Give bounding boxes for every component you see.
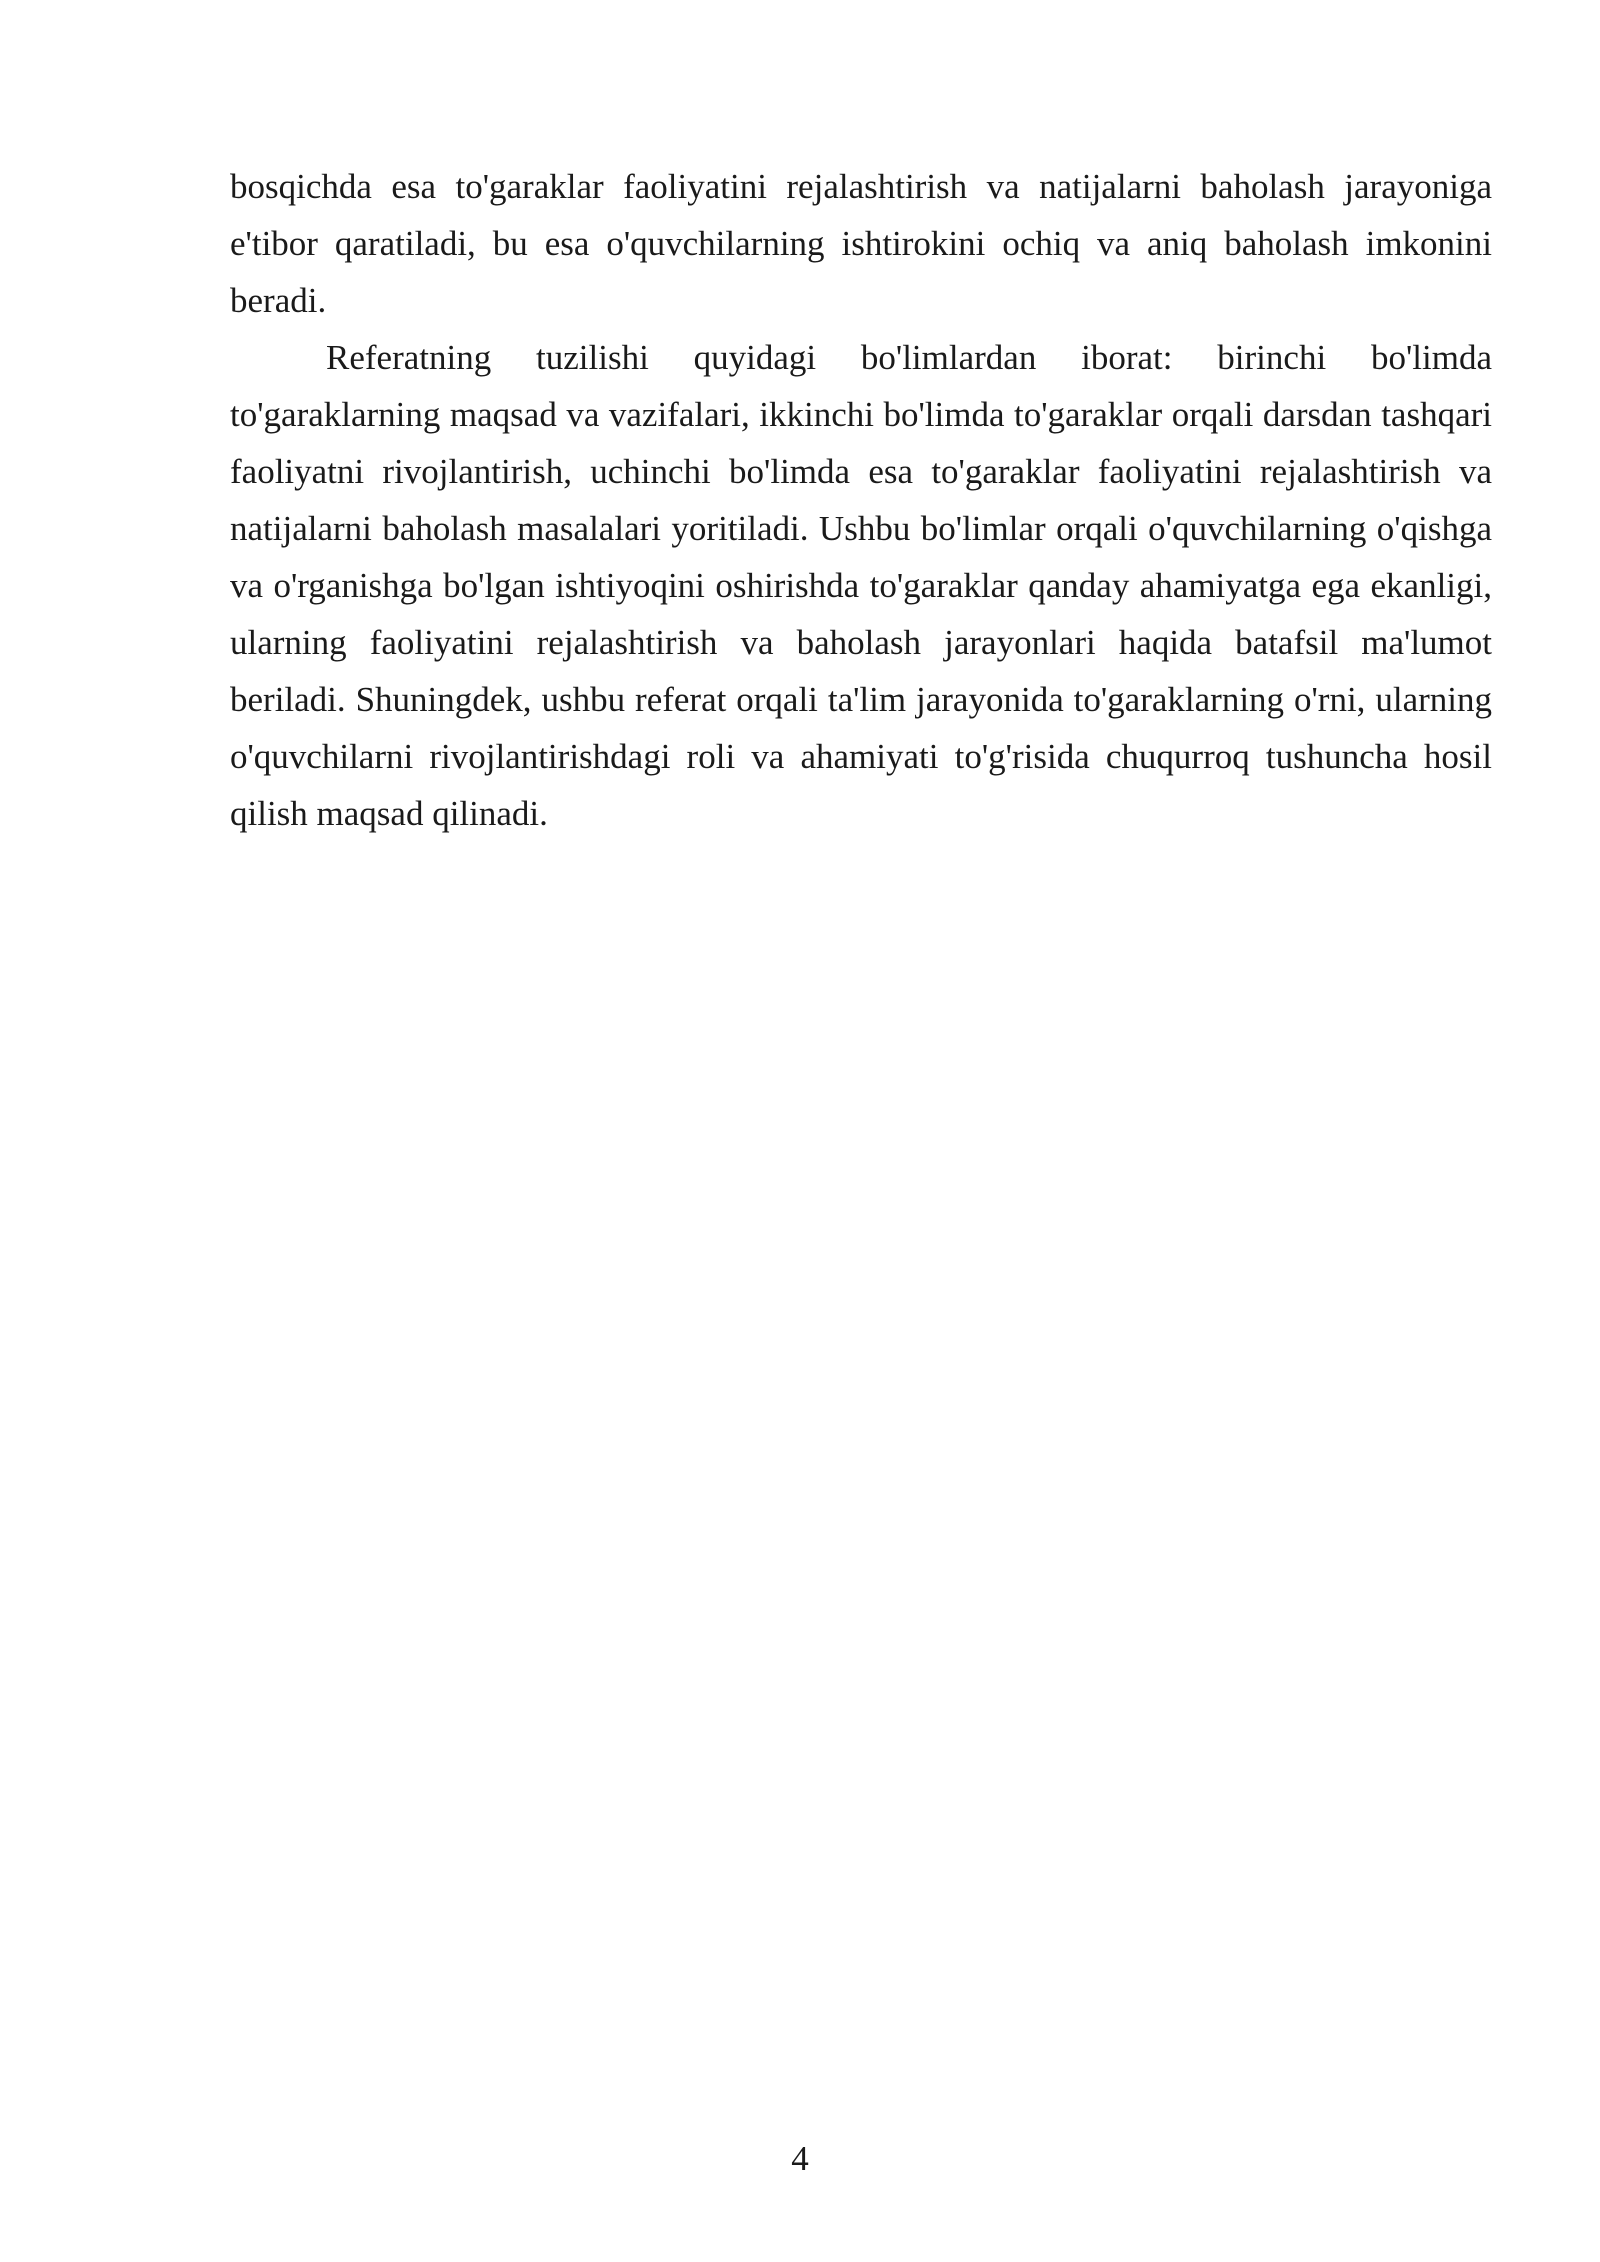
paragraph-continued: bosqichda esa to'garaklar faoliyatini rejalashtirish va natijalarni baholash jarayoniga e'tibor qaratiladi, bu esa o'quvchilarning ishtirokini ochiq va aniq baholash imkonini beradi. [230,167,1492,320]
paragraph-structure: Referatning tuzilishi quyidagi bo'limlardan iborat: birinchi bo'limda to'garaklarning maqsad va vazifalari, ikkinchi bo'limda to'garaklar orqali darsdan tashqari faoliyatni rivojlantirish, uchinchi bo'limda esa to'garaklar faoliyatini rejalashtirish va natijalarni baholash masalalari yoritiladi. Ushbu bo'limlar orqali o'quvchilarning o'qishga va o'rganishga bo'lgan ishtiyoqini oshirishda to'garaklar qanday ahamiyatga ega ekanligi, ularning faoliyatini rejalashtirish va baholash jarayonlari haqida batafsil ma'lumot beriladi. Shuningdek, ushbu referat orqali ta'lim jarayonida to'garaklarning o'rni, ularning o'quvchilarni rivojlantirishdagi roli va ahamiyati to'g'risida chuqurroq tushuncha hosil qilish maqsad qilinadi. [230,338,1492,833]
body-text [230,158,1492,842]
page-number: 4 [791,2139,809,2178]
